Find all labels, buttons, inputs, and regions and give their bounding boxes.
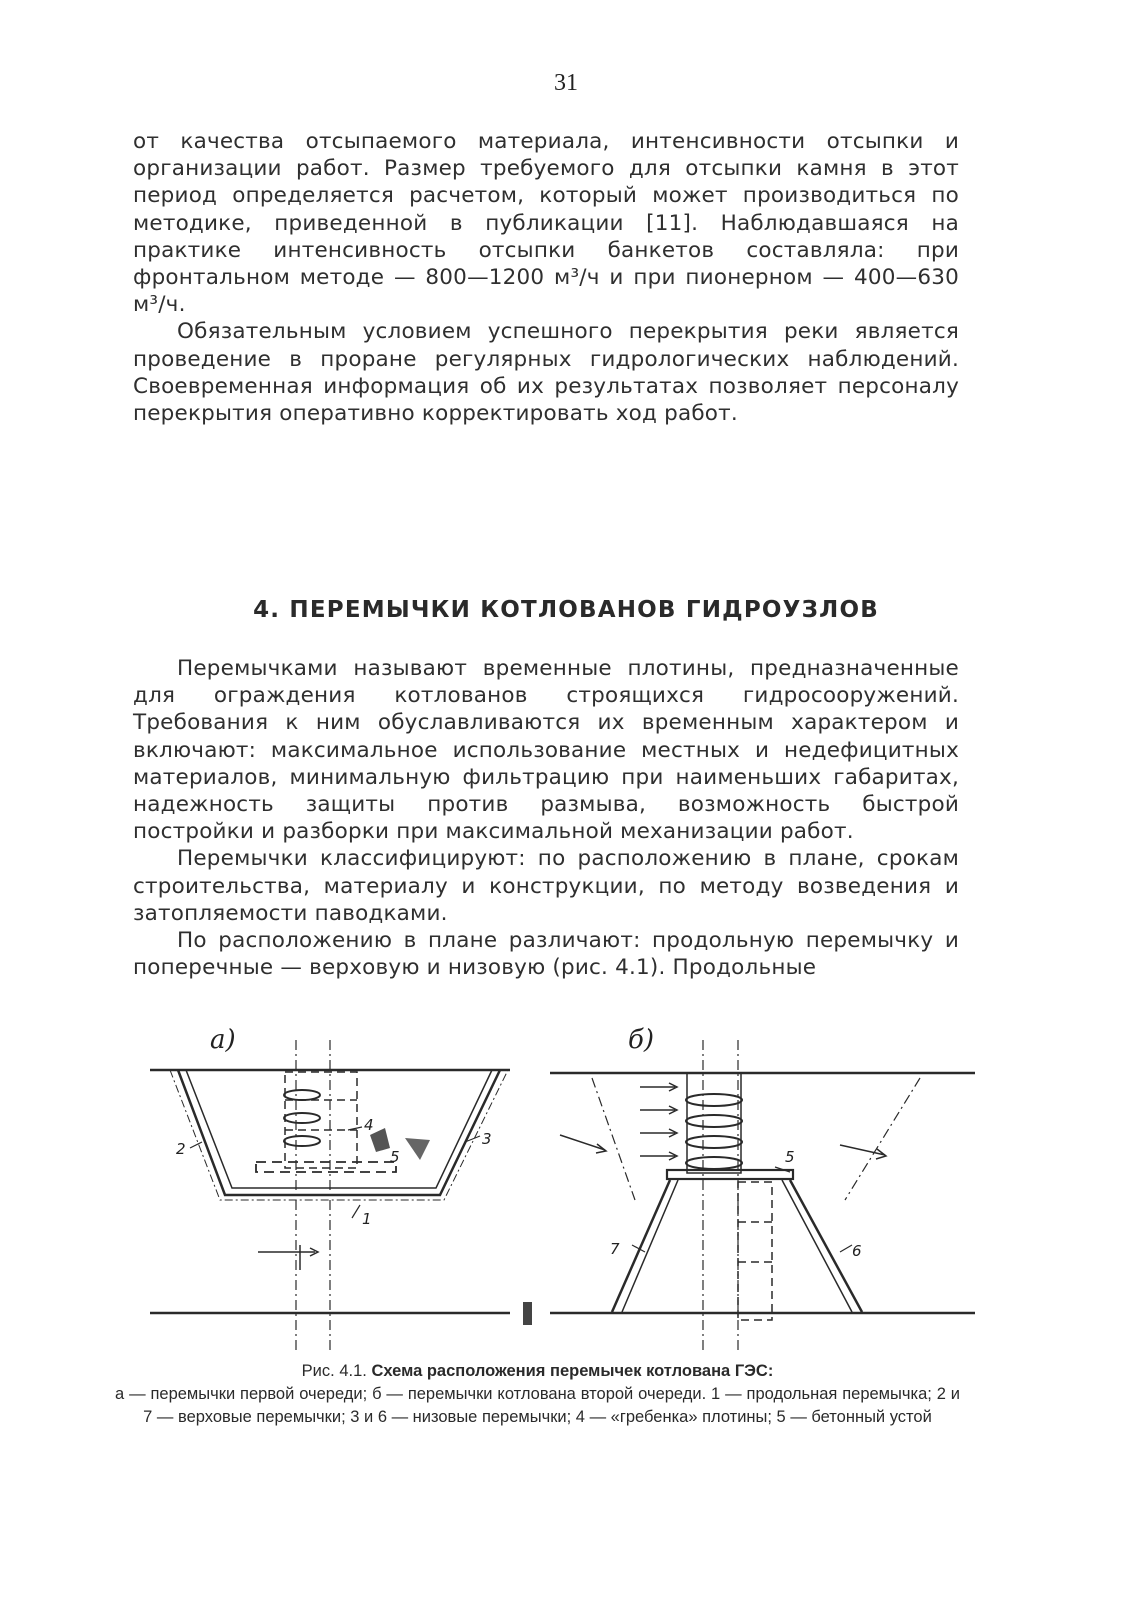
callout-6: 6: [852, 1242, 862, 1260]
section-heading: 4. ПЕРЕМЫЧКИ КОТЛОВАНОВ ГИДРОУЗЛОВ: [253, 597, 879, 623]
callout-7: 7: [610, 1240, 620, 1258]
paragraph: По расположению в плане различают: продольную перемычку и поперечные — верховую и низовую (рис. 4.1). Продольные: [133, 928, 959, 981]
body-text-top: [133, 128, 959, 427]
callout-5a: 5: [390, 1148, 400, 1166]
caption-legend: а — перемычки первой очереди; б — перемычки котлована второй очереди. 1 — продольная перемычка; 2 и 7 — верховые перемычки; 3 и 6 — низовые перемычки; 4 — «гребенка» плотины; 5 — бетонный устой: [115, 1385, 960, 1426]
panel-a-drawing: [150, 1040, 510, 1350]
caption-title: Схема расположения перемычек котлована ГЭС:: [371, 1362, 774, 1380]
body-text-section: [133, 655, 959, 981]
paragraph: Перемычки классифицируют: по расположению в плане, срокам строительства, материалу и конструкции, по методу возведения и затопляемости паводками.: [133, 846, 959, 926]
cofferdam-diagram: [140, 1030, 980, 1360]
callout-3: 3: [482, 1130, 492, 1148]
caption-prefix: Рис. 4.1.: [301, 1362, 367, 1380]
paragraph: Перемычками называют временные плотины, предназначенные для ограждения котлованов строящихся гидросооружений. Требования к ним обуславливаются их временным характером и включают: максимальное использование местных и недефицитных материалов, минимальную фильтрацию при наименьших габаритах, надежность защиты против размыва, возможность быстрой постройки и разборки при максимальной механизации работ.: [133, 656, 959, 845]
panel-a-label: а): [210, 1025, 236, 1055]
callout-4: 4: [364, 1116, 374, 1134]
caption-title-line: [115, 1360, 960, 1383]
callout-1: 1: [362, 1210, 372, 1228]
page-number: 31: [554, 70, 578, 96]
callout-2: 2: [176, 1140, 186, 1158]
callout-5b: 5: [785, 1148, 795, 1166]
panel-b-drawing: [523, 1040, 975, 1350]
paragraph: от качества отсыпаемого материала, интенсивности отсыпки и организации работ. Размер требуемого для отсыпки камня в этот период определяется расчетом, который может производиться по методике, приведенной в публикации [11]. Наблюдавшаяся на практике интенсивность отсыпки банкетов составляла: при фронтальном методе — 800—1200 м³/ч и при пионерном — 400—630 м³/ч.: [133, 129, 959, 318]
panel-b-label: б): [628, 1025, 655, 1055]
figure-4-1: [140, 1025, 980, 1360]
paragraph: Обязательным условием успешного перекрытия реки является проведение в проране регулярных гидрологических наблюдений. Своевременная информация об их результатах позволяет персоналу перекрытия оперативно корректировать ход работ.: [133, 319, 959, 427]
figure-caption: [115, 1360, 960, 1429]
